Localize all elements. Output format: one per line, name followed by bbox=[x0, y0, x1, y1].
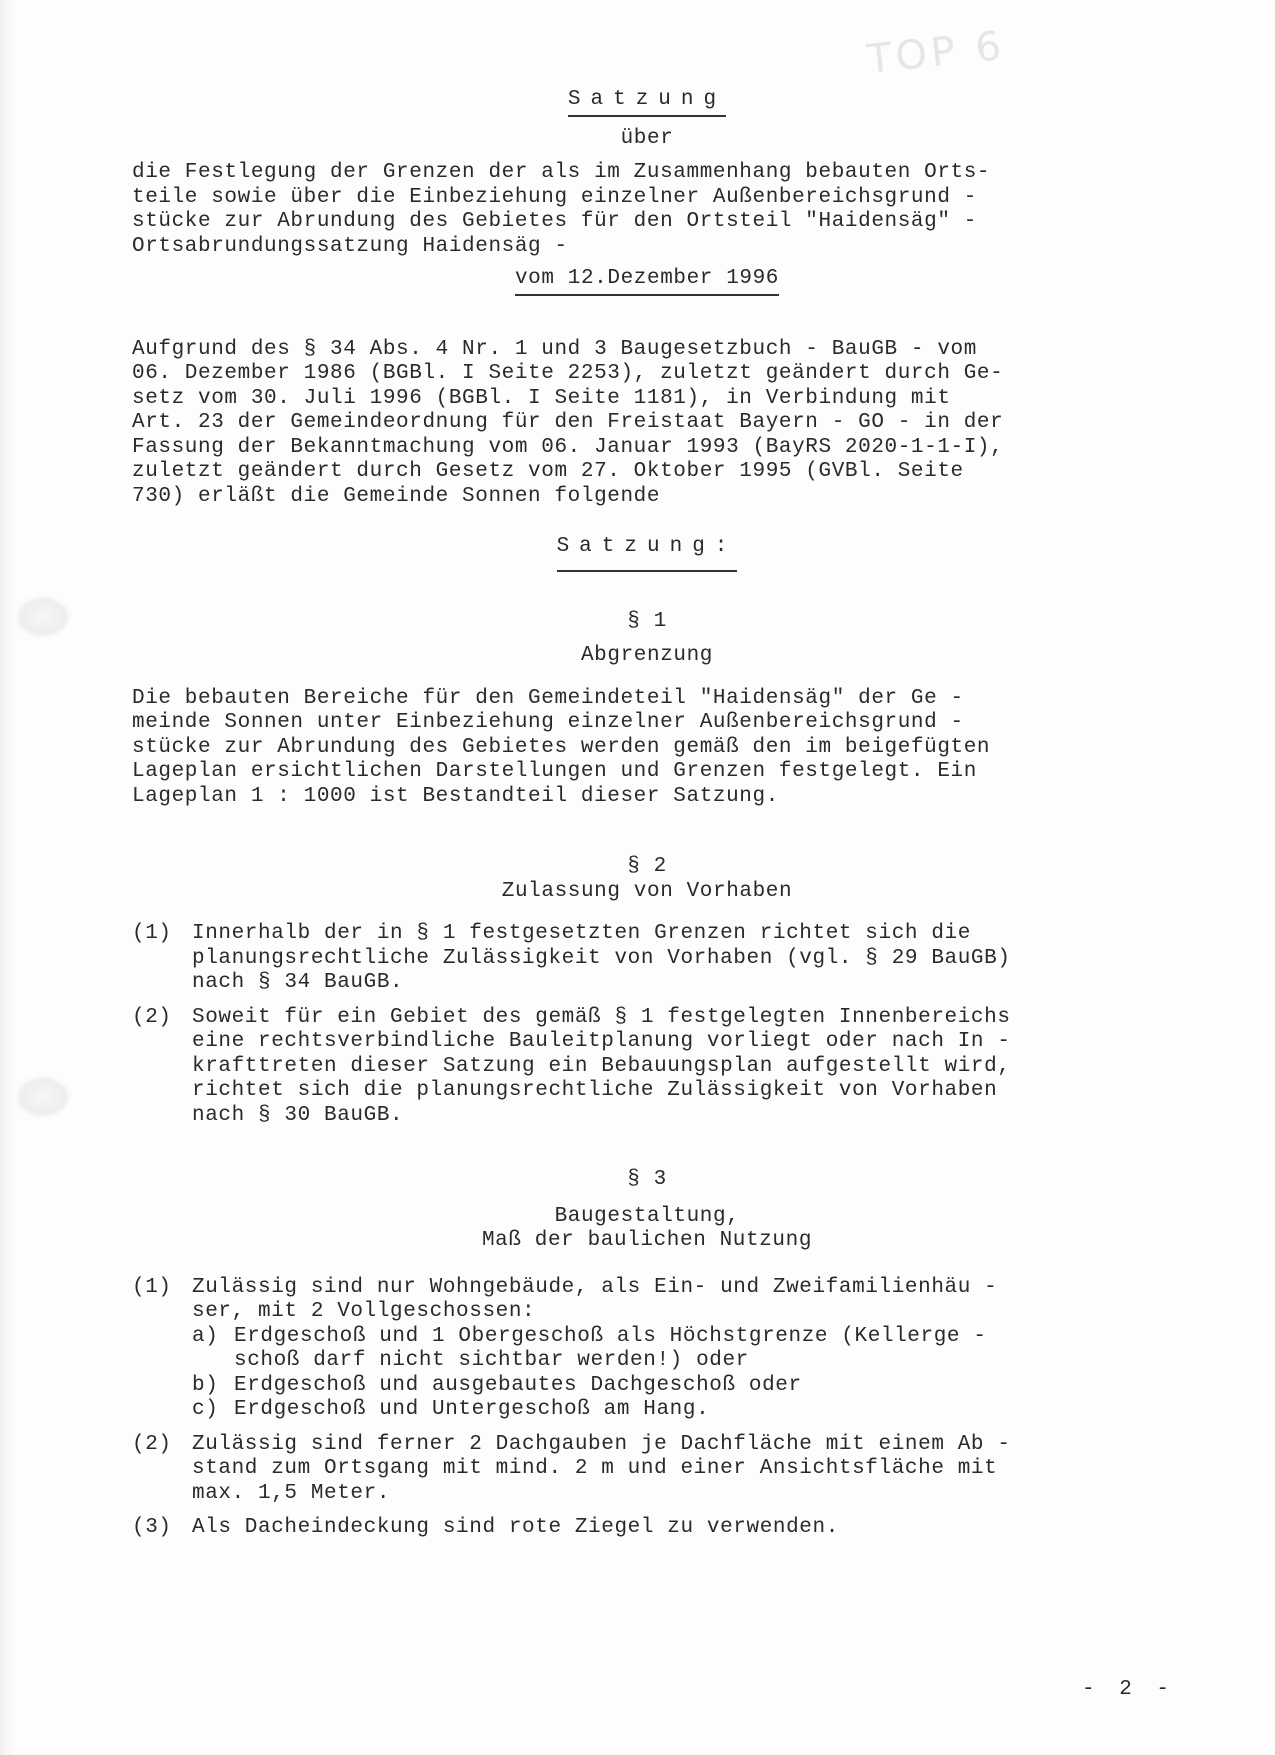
item-number: (1) bbox=[132, 1275, 172, 1299]
section-3-number: § 3 bbox=[627, 1168, 667, 1191]
item-number: (3) bbox=[132, 1516, 172, 1539]
section-3-item-1 bbox=[132, 1276, 1162, 1423]
section-1-line: stücke zur Abrundung des Gebietes werden gemäß den im beigefügten bbox=[132, 735, 991, 759]
title-block bbox=[132, 88, 1162, 117]
section-1-line: Lageplan 1 : 1000 ist Bestandteil dieser Satzung. bbox=[132, 784, 779, 808]
item-line: Zulässig sind ferner 2 Dachgauben je Dachfläche mit einem Ab - bbox=[192, 1432, 1011, 1456]
legal-basis-line: Art. 23 der Gemeindeordnung für den Freistaat Bayern - GO - in der bbox=[132, 411, 1004, 434]
section-1-number: § 1 bbox=[627, 609, 667, 633]
legal-basis-line: 730) erläßt die Gemeinde Sonnen folgende bbox=[132, 484, 661, 508]
section-1-line: meinde Sonnen unter Einbeziehung einzelner Außenbereichsgrund - bbox=[132, 711, 964, 734]
item-line: planungsrechtliche Zulässigkeit von Vorhaben (vgl. § 29 BauGB) bbox=[192, 946, 1011, 970]
section-3-item-3 bbox=[132, 1516, 1162, 1541]
item-line: Soweit für ein Gebiet des gemäß § 1 festgelegten Innenbereichs bbox=[192, 1005, 1011, 1029]
subitem-line: Erdgeschoß und ausgebautes Dachgeschoß oder bbox=[234, 1373, 802, 1397]
subitem-label: c) bbox=[192, 1398, 219, 1421]
paper-edge-shadow bbox=[0, 0, 14, 1755]
section-3-heading-line-2: Maß der baulichen Nutzung bbox=[481, 1229, 813, 1252]
intro-paragraph bbox=[132, 161, 1162, 259]
item-line: max. 1,5 Meter. bbox=[192, 1481, 391, 1505]
item-line: nach § 30 BauGB. bbox=[192, 1103, 404, 1127]
item-number: (2) bbox=[132, 1005, 172, 1029]
section-2-item-1 bbox=[132, 922, 1162, 996]
punch-hole-top bbox=[18, 598, 68, 636]
item-line: krafttreten dieser Satzung ein Bebauungsplan aufgestellt wird, bbox=[192, 1054, 1011, 1078]
subitem-label: a) bbox=[192, 1324, 219, 1348]
section-2-heading: Zulassung von Vorhaben bbox=[501, 879, 793, 903]
item-line: eine rechtsverbindliche Bauleitplanung vorliegt oder nach In - bbox=[192, 1030, 1011, 1053]
section-3-heading-line-1: Baugestaltung, bbox=[554, 1204, 740, 1228]
item-line: richtet sich die planungsrechtliche Zulässigkeit von Vorhaben bbox=[192, 1079, 998, 1102]
intro-line: die Festlegung der Grenzen der als im Zusammenhang bebauten Orts- bbox=[132, 161, 991, 184]
subitem-label: b) bbox=[192, 1373, 219, 1397]
item-line: nach § 34 BauGB. bbox=[192, 971, 404, 994]
intro-line: stücke zur Abrundung des Gebietes für den Ortsteil "Haidensäg" - bbox=[132, 210, 977, 233]
document-title: Satzung bbox=[568, 88, 726, 117]
item-number: (2) bbox=[132, 1432, 172, 1456]
item-line: stand zum Ortsgang mit mind. 2 m und einer Ansichtsfläche mit bbox=[192, 1457, 998, 1480]
subitem-b bbox=[192, 1374, 1162, 1399]
subitem-line: Erdgeschoß und 1 Obergeschoß als Höchstgrenze (Kellerge - bbox=[234, 1324, 987, 1348]
legal-basis-line: setz vom 30. Juli 1996 (BGBl. I Seite 1181), in Verbindung mit bbox=[132, 386, 951, 410]
legal-basis-line: zuletzt geändert durch Gesetz vom 27. Oktober 1995 (GVBl. Seite bbox=[132, 460, 964, 483]
document-subtitle: über bbox=[620, 126, 674, 150]
section-1-paragraph bbox=[132, 687, 1162, 810]
legal-basis-line: Fassung der Bekanntmachung vom 06. Januar 1993 (BayRS 2020-1-1-I), bbox=[132, 435, 1004, 459]
handwritten-stamp: TOP 6 bbox=[864, 22, 1008, 84]
item-number: (1) bbox=[132, 922, 172, 945]
legal-basis-line: 06. Dezember 1986 (BGBl. I Seite 2253), zuletzt geändert durch Ge- bbox=[132, 362, 1004, 385]
subitem-line: schoß darf nicht sichtbar werden!) oder bbox=[234, 1349, 749, 1372]
section-2-number: § 2 bbox=[627, 855, 667, 878]
section-3-item-2 bbox=[132, 1433, 1162, 1507]
item-line: Innerhalb der in § 1 festgesetzten Grenzen richtet sich die bbox=[192, 922, 971, 945]
section-1-line: Lageplan ersichtlichen Darstellungen und Grenzen festgelegt. Ein bbox=[132, 760, 977, 783]
document-date: vom 12.Dezember 1996 bbox=[515, 267, 779, 296]
document-body bbox=[132, 82, 1162, 1541]
legal-basis-line: Aufgrund des § 34 Abs. 4 Nr. 1 und 3 Baugesetzbuch - BauGB - vom bbox=[132, 337, 977, 361]
item-line: Als Dacheindeckung sind rote Ziegel zu verwenden. bbox=[192, 1516, 839, 1539]
date-block bbox=[132, 267, 1162, 296]
subitem-c bbox=[192, 1398, 1162, 1423]
satzung-heading: Satzung: bbox=[557, 535, 738, 572]
subitem-line: Erdgeschoß und Untergeschoß am Hang. bbox=[234, 1398, 710, 1421]
legal-basis-paragraph bbox=[132, 338, 1162, 510]
satzung-heading-block bbox=[132, 535, 1162, 572]
subitem-a bbox=[192, 1325, 1162, 1374]
page-number: - 2 - bbox=[1081, 1678, 1175, 1701]
item-line: ser, mit 2 Vollgeschossen: bbox=[192, 1300, 536, 1323]
section-2-item-2 bbox=[132, 1006, 1162, 1129]
intro-line: teile sowie über die Einbeziehung einzelner Außenbereichsgrund - bbox=[132, 185, 977, 209]
item-line: Zulässig sind nur Wohngebäude, als Ein- und Zweifamilienhäu - bbox=[192, 1275, 998, 1299]
intro-line: Ortsabrundungssatzung Haidensäg - bbox=[132, 234, 568, 258]
section-1-line: Die bebauten Bereiche für den Gemeindeteil "Haidensäg" der Ge - bbox=[132, 686, 964, 710]
punch-hole-bottom bbox=[18, 1078, 68, 1116]
section-1-heading: Abgrenzung bbox=[580, 644, 714, 667]
